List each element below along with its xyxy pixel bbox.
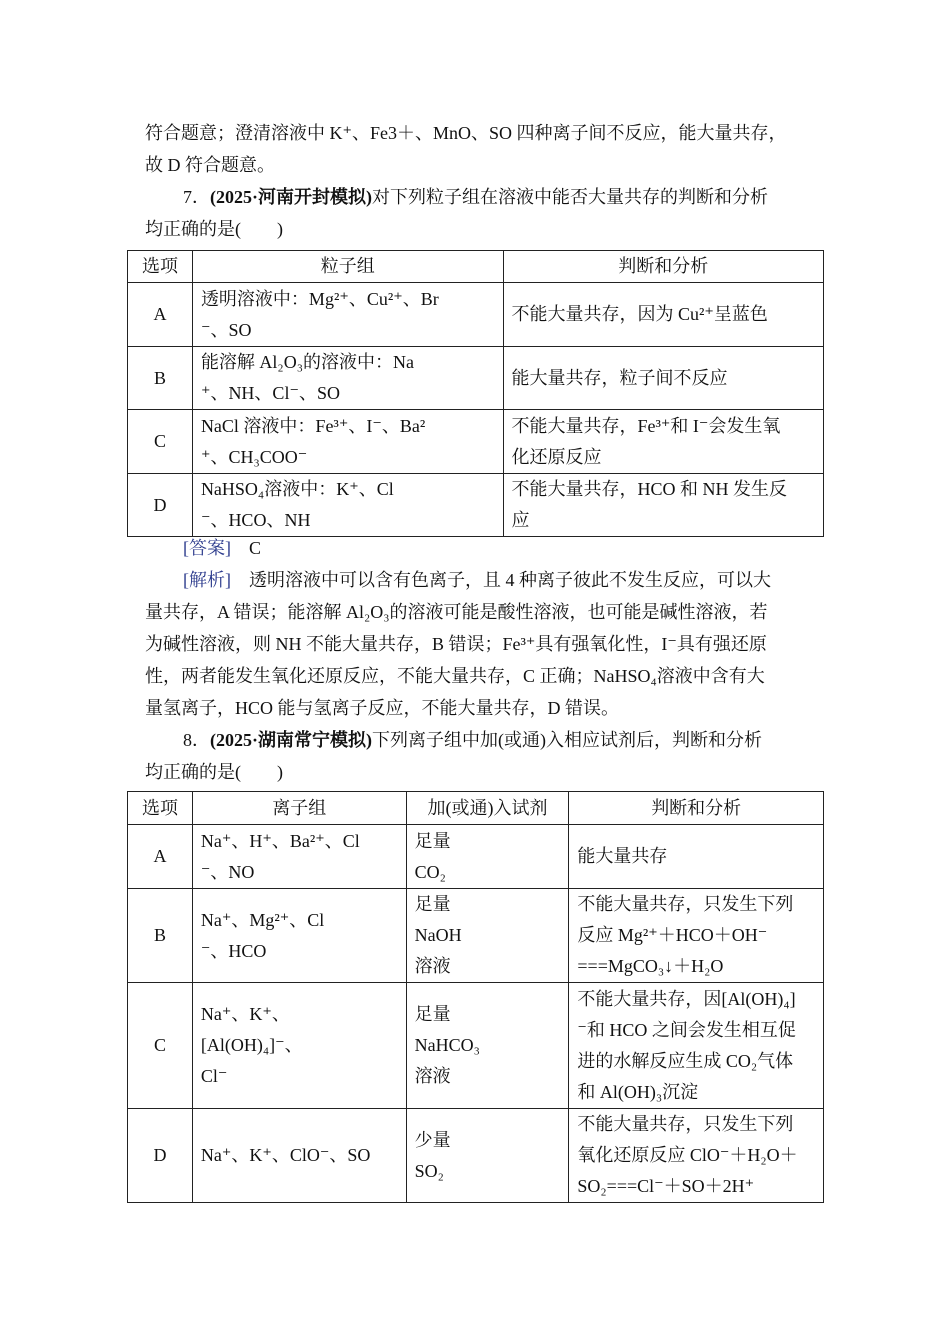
- q7-analysis-line-5: 量氢离子，HCO 能与氢离子反应，不能大量共存，D 错误。: [145, 698, 620, 718]
- q8-header-option: 选项: [128, 792, 193, 825]
- answer-label: [答案]: [183, 538, 231, 558]
- cell-line: 不能大量共存，因为 Cu²⁺呈蓝色: [511, 304, 768, 324]
- table-row: [128, 889, 824, 983]
- table-row: [128, 474, 824, 537]
- q7-stem-line-2: 均正确的是( ): [145, 219, 283, 239]
- q7-source: (2025·河南开封模拟): [210, 187, 372, 207]
- q8-row-d-analysis: [569, 1109, 824, 1203]
- q8-row-c-reagent: [406, 983, 569, 1109]
- q7-stem: [183, 182, 768, 212]
- cell-line: 不能大量共存，只发生下列: [577, 894, 794, 914]
- q8-table: [127, 791, 824, 1203]
- cell-line: 少量: [414, 1129, 451, 1150]
- table-row: [128, 283, 824, 347]
- cell-line: 溶液: [414, 956, 451, 976]
- cell-line: Na⁺、K⁺、: [200, 1004, 290, 1024]
- table-row: [128, 1109, 824, 1203]
- q8-stem: [183, 725, 762, 755]
- answer-value: C: [249, 538, 262, 558]
- q7-row-c-analysis: [503, 410, 823, 474]
- cell-line: Na⁺、K⁺、ClO⁻、SO: [200, 1145, 371, 1165]
- q8-table-header: [128, 792, 824, 825]
- cell-line: 不能大量共存，只发生下列: [577, 1114, 794, 1134]
- cell-line: 进的水解反应生成 CO₂气体: [577, 1050, 794, 1071]
- q7-number: 7．: [183, 187, 210, 207]
- q8-row-c-option: C: [128, 983, 193, 1109]
- q7-row-b-option: B: [128, 347, 193, 410]
- q8-row-b-option: B: [128, 889, 193, 983]
- q7-analysis-line-4: 性，两者能发生氧化还原反应，不能大量共存，C 正确；NaHSO₄溶液中含有大: [145, 666, 765, 686]
- cell-line: 不能大量共存，HCO 和 NH 发生反: [511, 479, 788, 499]
- q8-row-c-ions: [192, 983, 406, 1109]
- cell-line: ===MgCO₃↓＋H₂O: [577, 956, 724, 976]
- analysis-label: [解析]: [183, 570, 231, 590]
- q8-row-c-analysis: [569, 983, 824, 1109]
- cell-line: 化还原反应: [511, 446, 602, 467]
- cell-line: 能溶解 Al₂O₃的溶液中：Na: [200, 352, 414, 372]
- cell-line: SO₂: [414, 1160, 444, 1181]
- q7-analysis-line-3: 为碱性溶液，则 NH 不能大量共存，B 错误；Fe³⁺具有强氧化性，I⁻具有强还原: [145, 634, 767, 654]
- q7-stem-text: 对下列粒子组在溶液中能否大量共存的判断和分析: [372, 187, 768, 207]
- q7-row-b-analysis: [503, 347, 823, 410]
- q7-row-a-particles: [192, 283, 503, 347]
- q7-header-analysis: 判断和分析: [503, 251, 823, 283]
- q8-row-a-analysis: [569, 825, 824, 889]
- cell-line: ⁻、HCO: [200, 940, 267, 961]
- q7-row-d-option: D: [128, 474, 193, 537]
- q8-header-ions: 离子组: [192, 792, 406, 825]
- q7-row-c-particles: [192, 410, 503, 474]
- q8-row-b-reagent: [406, 889, 569, 983]
- cell-line: 能大量共存: [577, 846, 668, 866]
- q7-table: [127, 250, 824, 537]
- q8-number: 8．: [183, 730, 210, 750]
- q7-analysis-line-1: [183, 565, 771, 595]
- q7-header-particles: 粒子组: [192, 251, 503, 283]
- q7-analysis-line-2: 量共存，A 错误；能溶解 Al₂O₃的溶液可能是酸性溶液，也可能是碱性溶液，若: [145, 602, 768, 622]
- q8-row-b-ions: [192, 889, 406, 983]
- q8-row-b-analysis: [569, 889, 824, 983]
- q7-row-d-particles: [192, 474, 503, 537]
- table-row: [128, 825, 824, 889]
- cell-line: ⁻、SO: [200, 319, 252, 340]
- cell-line: ⁻、NO: [200, 861, 255, 882]
- analysis-text: 透明溶液中可以含有色离子，且 4 种离子彼此不发生反应，可以大: [249, 570, 771, 590]
- table-row: [128, 983, 824, 1109]
- cell-line: ⁻和 HCO 之间会发生相互促: [577, 1019, 796, 1040]
- cell-line: 和 Al(OH)₃沉淀: [577, 1081, 699, 1102]
- q8-stem-line-2: 均正确的是( ): [145, 762, 283, 782]
- q8-row-a-option: A: [128, 825, 193, 889]
- q7-answer: [183, 533, 261, 563]
- q8-header-reagent: 加(或通)入试剂: [406, 792, 569, 825]
- table-row: [128, 410, 824, 474]
- cell-line: 足量: [414, 830, 451, 851]
- cell-line: Na⁺、Mg²⁺、Cl: [200, 909, 325, 930]
- cell-line: 不能大量共存，Fe³⁺和 I⁻会发生氧: [511, 415, 781, 436]
- cell-line: 透明溶液中：Mg²⁺、Cu²⁺、Br: [200, 288, 439, 309]
- cell-line: 不能大量共存，因[Al(OH)₄]: [577, 988, 796, 1009]
- cell-line: [Al(OH)₄]⁻、: [200, 1035, 303, 1055]
- intro-line-1: 符合题意；澄清溶液中 K⁺、Fe3＋、MnO、SO 四种离子间不反应，能大量共存，: [145, 123, 787, 143]
- cell-line: Cl⁻: [200, 1066, 228, 1086]
- cell-line: NaHCO₃: [414, 1035, 480, 1055]
- q7-row-a-option: A: [128, 283, 193, 347]
- cell-line: NaCl 溶液中：Fe³⁺、I⁻、Ba²: [200, 415, 426, 436]
- q7-header-option: 选项: [128, 251, 193, 283]
- q8-row-a-ions: [192, 825, 406, 889]
- q7-row-a-analysis: [503, 283, 823, 347]
- q8-row-d-option: D: [128, 1109, 193, 1203]
- cell-line: 溶液: [414, 1066, 451, 1086]
- intro-line-2: 故 D 符合题意。: [145, 155, 275, 175]
- cell-line: 反应 Mg²⁺＋HCO＋OH⁻: [577, 925, 768, 945]
- cell-line: 足量: [414, 1004, 451, 1024]
- cell-line: SO₂===Cl⁻＋SO＋2H⁺: [577, 1176, 755, 1196]
- cell-line: NaHSO₄溶液中：K⁺、Cl: [200, 479, 394, 499]
- q8-row-d-ions: [192, 1109, 406, 1203]
- cell-line: ⁺、CH₃COO⁻: [200, 446, 308, 467]
- q8-row-a-reagent: [406, 825, 569, 889]
- cell-line: ⁺、NH、Cl⁻、SO: [200, 383, 340, 403]
- cell-line: 能大量共存，粒子间不反应: [511, 367, 728, 388]
- q7-row-b-particles: [192, 347, 503, 410]
- cell-line: NaOH: [414, 925, 462, 945]
- q8-source: (2025·湖南常宁模拟): [210, 730, 372, 750]
- cell-line: 氧化还原反应 ClO⁻＋H₂O＋: [577, 1145, 798, 1165]
- cell-line: Na⁺、H⁺、Ba²⁺、Cl: [200, 830, 360, 851]
- cell-line: CO₂: [414, 861, 446, 882]
- q7-row-d-analysis: [503, 474, 823, 537]
- cell-line: 足量: [414, 894, 451, 914]
- q7-table-header: [128, 251, 824, 283]
- q8-header-analysis: 判断和分析: [569, 792, 824, 825]
- q8-stem-text: 下列离子组中加(或通)入相应试剂后，判断和分析: [372, 730, 762, 750]
- table-row: [128, 347, 824, 410]
- cell-line: ⁻、HCO、NH: [200, 510, 311, 530]
- q7-row-c-option: C: [128, 410, 193, 474]
- cell-line: 应: [511, 510, 530, 530]
- q8-row-d-reagent: [406, 1109, 569, 1203]
